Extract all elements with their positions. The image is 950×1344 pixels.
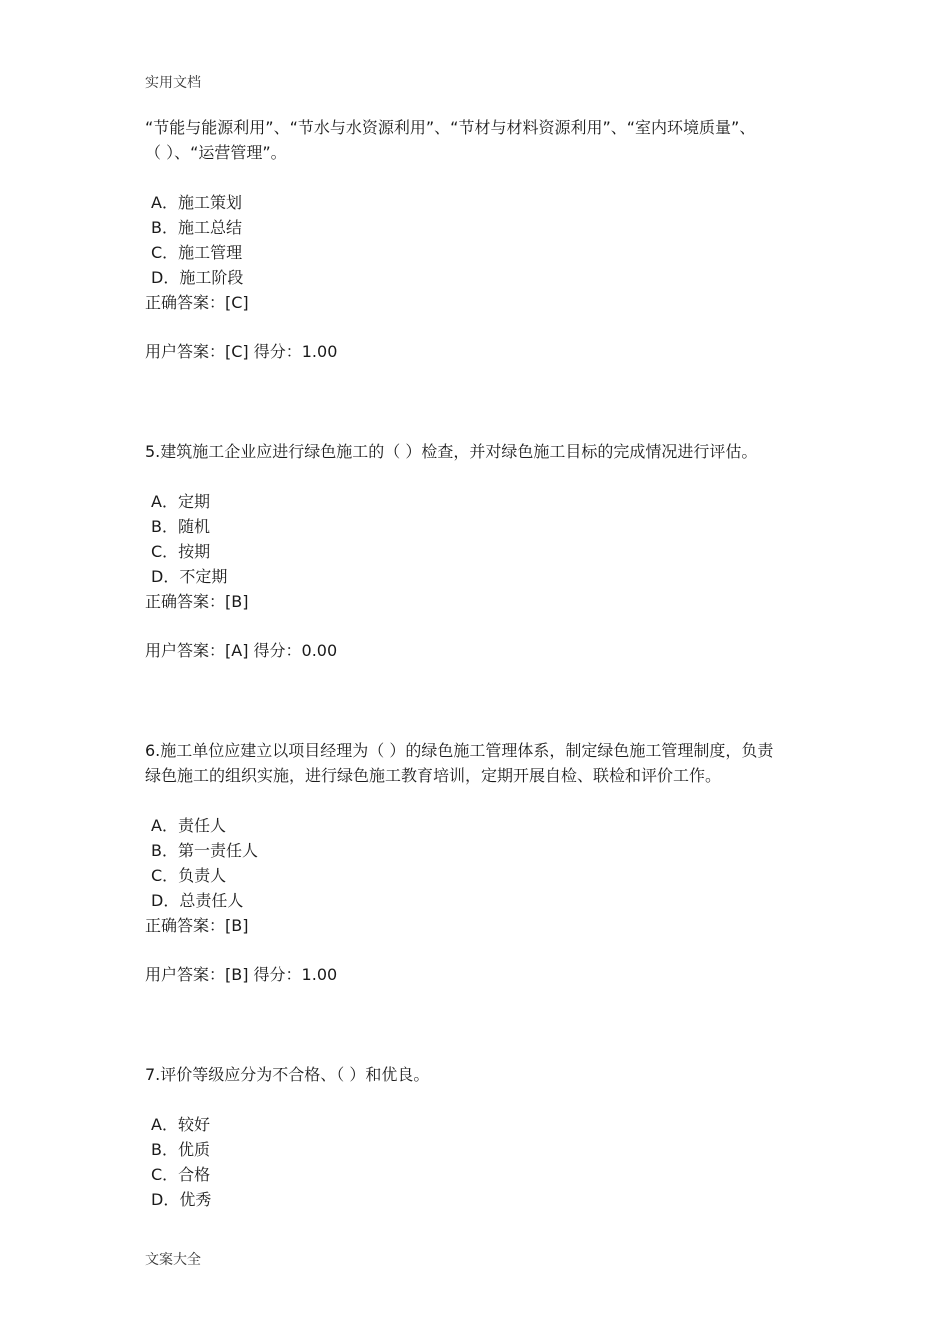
q7-option-c: C．合格 (151, 1165, 211, 1184)
q6-option-d: D．总责任人 (151, 891, 244, 910)
q6-user-answer: 用户答案：[B] 得分：1.00 (145, 965, 338, 984)
q4-correct-answer: 正确答案：[C] (145, 293, 249, 312)
q6-option-b: B．第一责任人 (151, 841, 258, 860)
q5-option-c: C．按期 (151, 542, 211, 561)
q4-option-d: D．施工阶段 (151, 268, 244, 287)
q4-stem-line2: （ ）、“运营管理”。 (145, 143, 287, 162)
q7-option-a: A．较好 (151, 1115, 210, 1134)
q5-correct-answer: 正确答案：[B] (145, 592, 249, 611)
q6-stem-line2: 绿色施工的组织实施，进行绿色施工教育培训，定期开展自检、联检和评价工作。 (145, 766, 722, 785)
q4-option-a: A．施工策划 (151, 193, 242, 212)
q6-option-a: A．责任人 (151, 816, 226, 835)
q4-stem-line1: “节能与能源利用”、“节水与水资源利用”、“节材与材料资源利用”、“室内环境质量”、 (145, 118, 756, 137)
q6-option-c: C．负责人 (151, 866, 227, 885)
q5-option-b: B．随机 (151, 517, 210, 536)
q5-option-a: A．定期 (151, 492, 210, 511)
q5-option-d: D．不定期 (151, 567, 228, 586)
page-footer: 文案大全 (145, 1252, 201, 1268)
q7-option-b: B．优质 (151, 1140, 210, 1159)
page-header: 实用文档 (145, 75, 201, 91)
q5-stem-line1: 5.建筑施工企业应进行绿色施工的（ ）检查，并对绿色施工目标的完成情况进行评估。 (145, 442, 758, 461)
q6-correct-answer: 正确答案：[B] (145, 916, 249, 935)
q4-user-answer: 用户答案：[C] 得分：1.00 (145, 342, 338, 361)
q7-option-d: D．优秀 (151, 1190, 212, 1209)
q7-stem-line1: 7.评价等级应分为不合格、（ ）和优良。 (145, 1065, 430, 1084)
q4-option-c: C．施工管理 (151, 243, 243, 262)
q6-stem-line1: 6.施工单位应建立以项目经理为（ ）的绿色施工管理体系，制定绿色施工管理制度，负责 (145, 741, 774, 760)
q5-user-answer: 用户答案：[A] 得分：0.00 (145, 641, 338, 660)
q4-option-b: B．施工总结 (151, 218, 242, 237)
